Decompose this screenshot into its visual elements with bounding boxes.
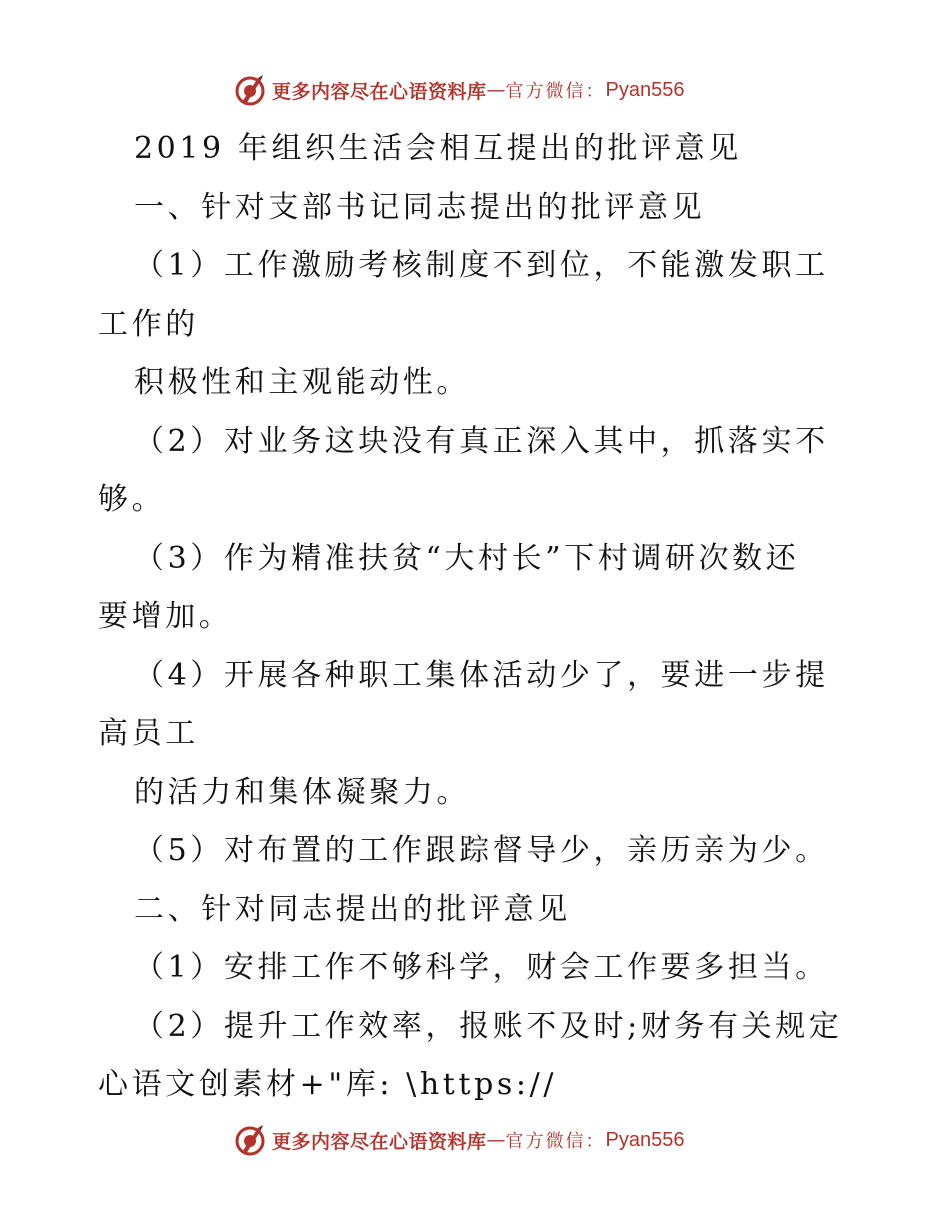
text-line: （1）工作激励考核制度不到位，不能激发职工: [134, 248, 829, 283]
watermark-official-label: 官方微信: [505, 81, 586, 102]
text-line: 的活力和集体凝聚力。: [134, 774, 470, 810]
watermark-colon: ：: [585, 1131, 604, 1152]
document-title: 2019 年组织生活会相互提出的批评意见: [134, 131, 742, 166]
watermark-official-label: 官方微信: [505, 1131, 586, 1152]
watermark-dash: —: [486, 79, 506, 101]
watermark-colon: ：: [585, 81, 604, 102]
text-line: （3）作为精准扶贫“大村长”下村调研次数还: [134, 540, 800, 576]
watermark-main-text: 更多内容尽在心语资料库: [272, 80, 487, 103]
footer-source-line: 心语文创素材+"库: \https://: [98, 1067, 558, 1102]
brand-logo-icon: [232, 1122, 268, 1158]
brand-logo-icon: [232, 72, 268, 108]
text-line: 要增加。: [98, 599, 233, 634]
text-line: 高员工: [98, 716, 199, 751]
watermark-banner-bottom: [232, 1120, 684, 1160]
document-body: [98, 124, 858, 1119]
text-line: （5）对布置的工作跟踪督导少，亲历亲为少。: [134, 833, 829, 868]
text-line: 够。: [98, 482, 166, 517]
section-heading-2: 二、针对同志提出的批评意见: [134, 891, 571, 927]
text-line: （2）提升工作效率，报账不及时;财务有关规定: [134, 1008, 843, 1044]
text-line: （4）开展各种职工集体活动少了，要进一步提: [134, 657, 829, 693]
text-line: 工作的: [98, 306, 199, 342]
watermark-wechat-id: Pyan556: [605, 1128, 685, 1151]
watermark-banner-top: [232, 70, 684, 110]
text-line: 积极性和主观能动性。: [134, 365, 470, 400]
section-heading-1: 一、针对支部书记同志提出的批评意见: [134, 189, 706, 225]
text-line: （1）安排工作不够科学，财会工作要多担当。: [134, 950, 829, 985]
text-line: （2）对业务这块没有真正深入其中，抓落实不: [134, 423, 829, 459]
watermark-dash: —: [486, 1129, 506, 1151]
watermark-wechat-id: Pyan556: [605, 78, 685, 101]
watermark-main-text: 更多内容尽在心语资料库: [272, 1130, 487, 1153]
